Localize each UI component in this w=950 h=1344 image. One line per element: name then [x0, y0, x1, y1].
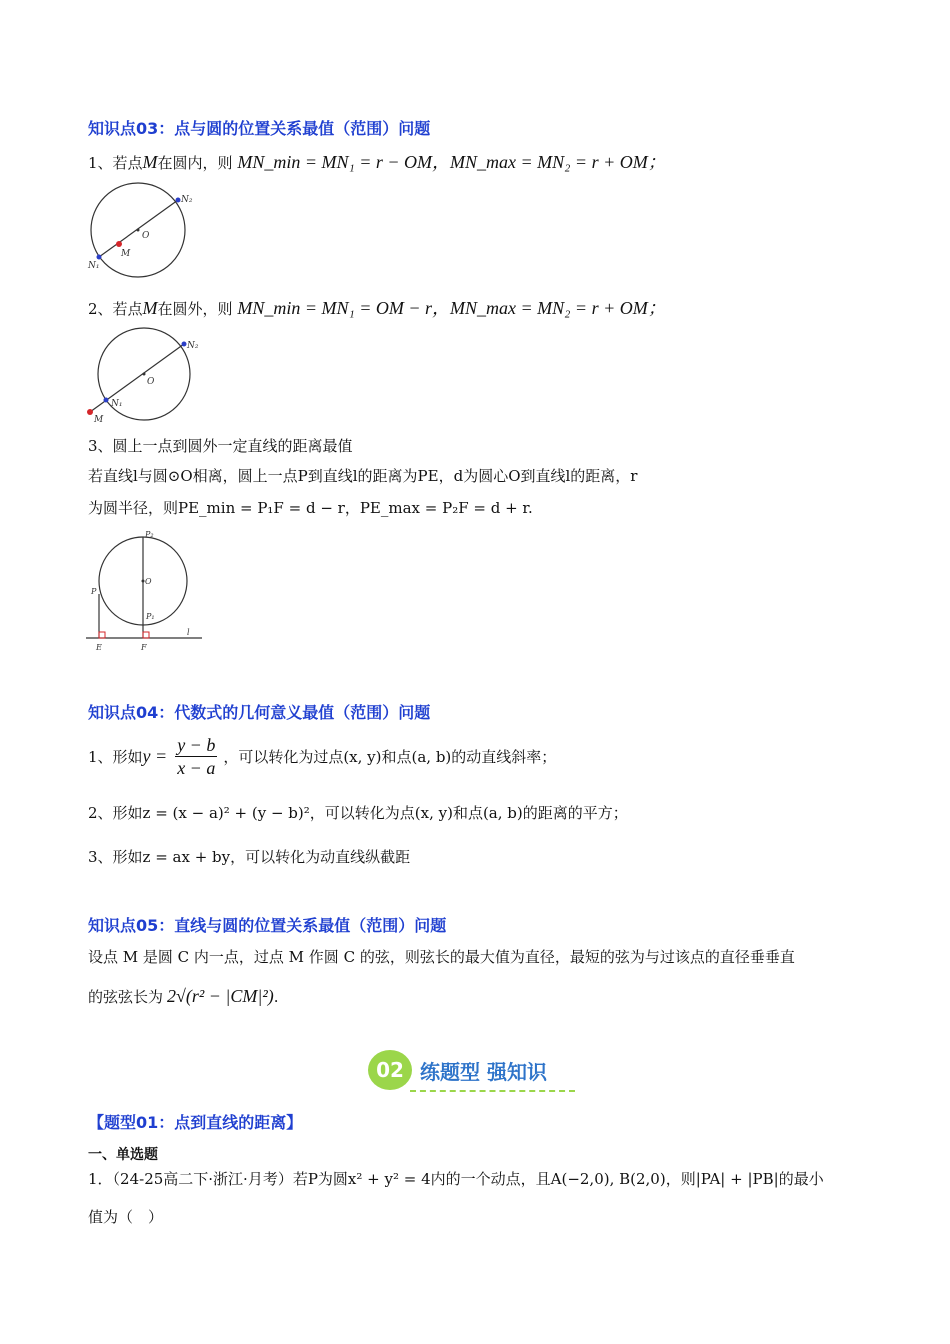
label-n1: N₁	[88, 261, 100, 271]
label-p: P	[91, 587, 97, 596]
label-o: O	[142, 231, 150, 241]
label-p2: P₂	[145, 530, 154, 539]
banner-title: 练题型 强知识	[420, 1060, 547, 1084]
point-m2	[87, 409, 93, 415]
right-angle-e	[99, 632, 105, 638]
section03-item3-line1: 若直线l与圆⊙O相离，圆上一点P到直线l的距离为PE，d为圆心O到直线l的距离，r	[88, 467, 638, 485]
label-m: M	[121, 249, 131, 259]
secant-2	[90, 344, 184, 412]
label-o2: O	[147, 377, 155, 387]
item2-mid: 在圆外，则	[157, 300, 233, 318]
question-1: 1．（24-25高二下·浙江·月考）若P为圆x² + y² = 4内的一个动点，且A(−2,0), B(2,0)，则|PA| + |PB|的最小	[88, 1170, 824, 1188]
figure-point-outside-circle	[84, 326, 199, 426]
point-n2	[176, 198, 181, 203]
label-l: l	[187, 628, 190, 637]
fraction	[175, 734, 217, 779]
section05-line2	[88, 986, 279, 1007]
item1-prefix-04: 1、形如	[88, 748, 143, 766]
question-1-continued: 值为（ ）	[88, 1208, 164, 1226]
fraction-numerator: y − b	[177, 735, 216, 755]
banner-badge: 02	[368, 1050, 412, 1090]
center-o2	[143, 373, 146, 376]
label-m2: M	[94, 415, 104, 425]
chord-formula: 2√(r² − |CM|²)	[167, 986, 274, 1006]
section03-heading: 知识点03：点与圆的位置关系最值（范围）问题	[88, 119, 431, 138]
fraction-lhs: y =	[142, 746, 168, 766]
type01-heading: 【题型01：点到直线的距离】	[88, 1113, 303, 1132]
point-n1	[97, 255, 102, 260]
label-e: E	[96, 643, 102, 652]
item2-formula: MN_min = MN₁ = OM − r，MN_max = MN₂ = r + OM；	[237, 298, 666, 318]
section03-item3-title: 3、圆上一点到圆外一定直线的距离最值	[88, 437, 353, 455]
section03-item3-line2: 为圆半径，则PE_min = P₁F = d − r，PE_max = P₂F = d + r.	[88, 499, 533, 517]
item2-prefix: 2、若点	[88, 300, 143, 318]
label-n1-2: N₁	[111, 399, 123, 409]
figure-point-inside-circle	[86, 180, 196, 280]
type01-subheading: 一、单选题	[88, 1147, 158, 1163]
chord-1	[99, 200, 178, 257]
right-angle-f	[143, 632, 149, 638]
center-o	[137, 229, 140, 232]
point-n2-2	[182, 342, 187, 347]
banner-divider	[410, 1090, 575, 1092]
item1-prefix: 1、若点	[88, 154, 143, 172]
item1-mid: 在圆内，则	[157, 154, 233, 172]
label-o3: O	[145, 577, 152, 586]
point-m	[116, 241, 122, 247]
section05-heading: 知识点05：直线与圆的位置关系最值（范围）问题	[88, 916, 447, 935]
label-f: F	[141, 643, 147, 652]
label-n2: N₂	[181, 195, 193, 205]
item1-suffix-04: ，可以转化为过点(x, y)和点(a, b)的动直线斜率；	[223, 748, 557, 766]
point-n1-2	[104, 398, 109, 403]
item1-formula: MN_min = MN₁ = r − OM，MN_max = MN₂ = r + OM；	[237, 152, 666, 172]
section04-item2: 2、形如z = (x − a)² + (y − b)²，可以转化为点(x, y)和点(a, b)的距离的平方；	[88, 804, 628, 822]
section04-item3: 3、形如z = ax + by，可以转化为动直线纵截距	[88, 848, 411, 866]
section03-item1: 1、若点M在圆内，则 MN_min = MN₁ = r − OM，MN_max = MN₂ = r + OM；	[88, 152, 666, 172]
line2-prefix: 的弦弦长为	[88, 988, 164, 1006]
label-n2-2: N₂	[187, 341, 199, 351]
section04-item1	[88, 734, 556, 779]
figure-circle-line	[86, 528, 206, 656]
line2-suffix: .	[273, 987, 279, 1006]
section03-item2: 2、若点M在圆外，则 MN_min = MN₁ = OM − r，MN_max = MN₂ = r + OM；	[88, 298, 666, 318]
section04-heading: 知识点04：代数式的几何意义最值（范围）问题	[88, 703, 431, 722]
label-p1: P₁	[146, 612, 155, 621]
section05-line1: 设点 M 是圆 C 内一点，过点 M 作圆 C 的弦，则弦长的最大值为直径，最短的弦为与过该点的直径垂垂直	[88, 948, 795, 966]
fraction-denominator: x − a	[177, 758, 216, 778]
